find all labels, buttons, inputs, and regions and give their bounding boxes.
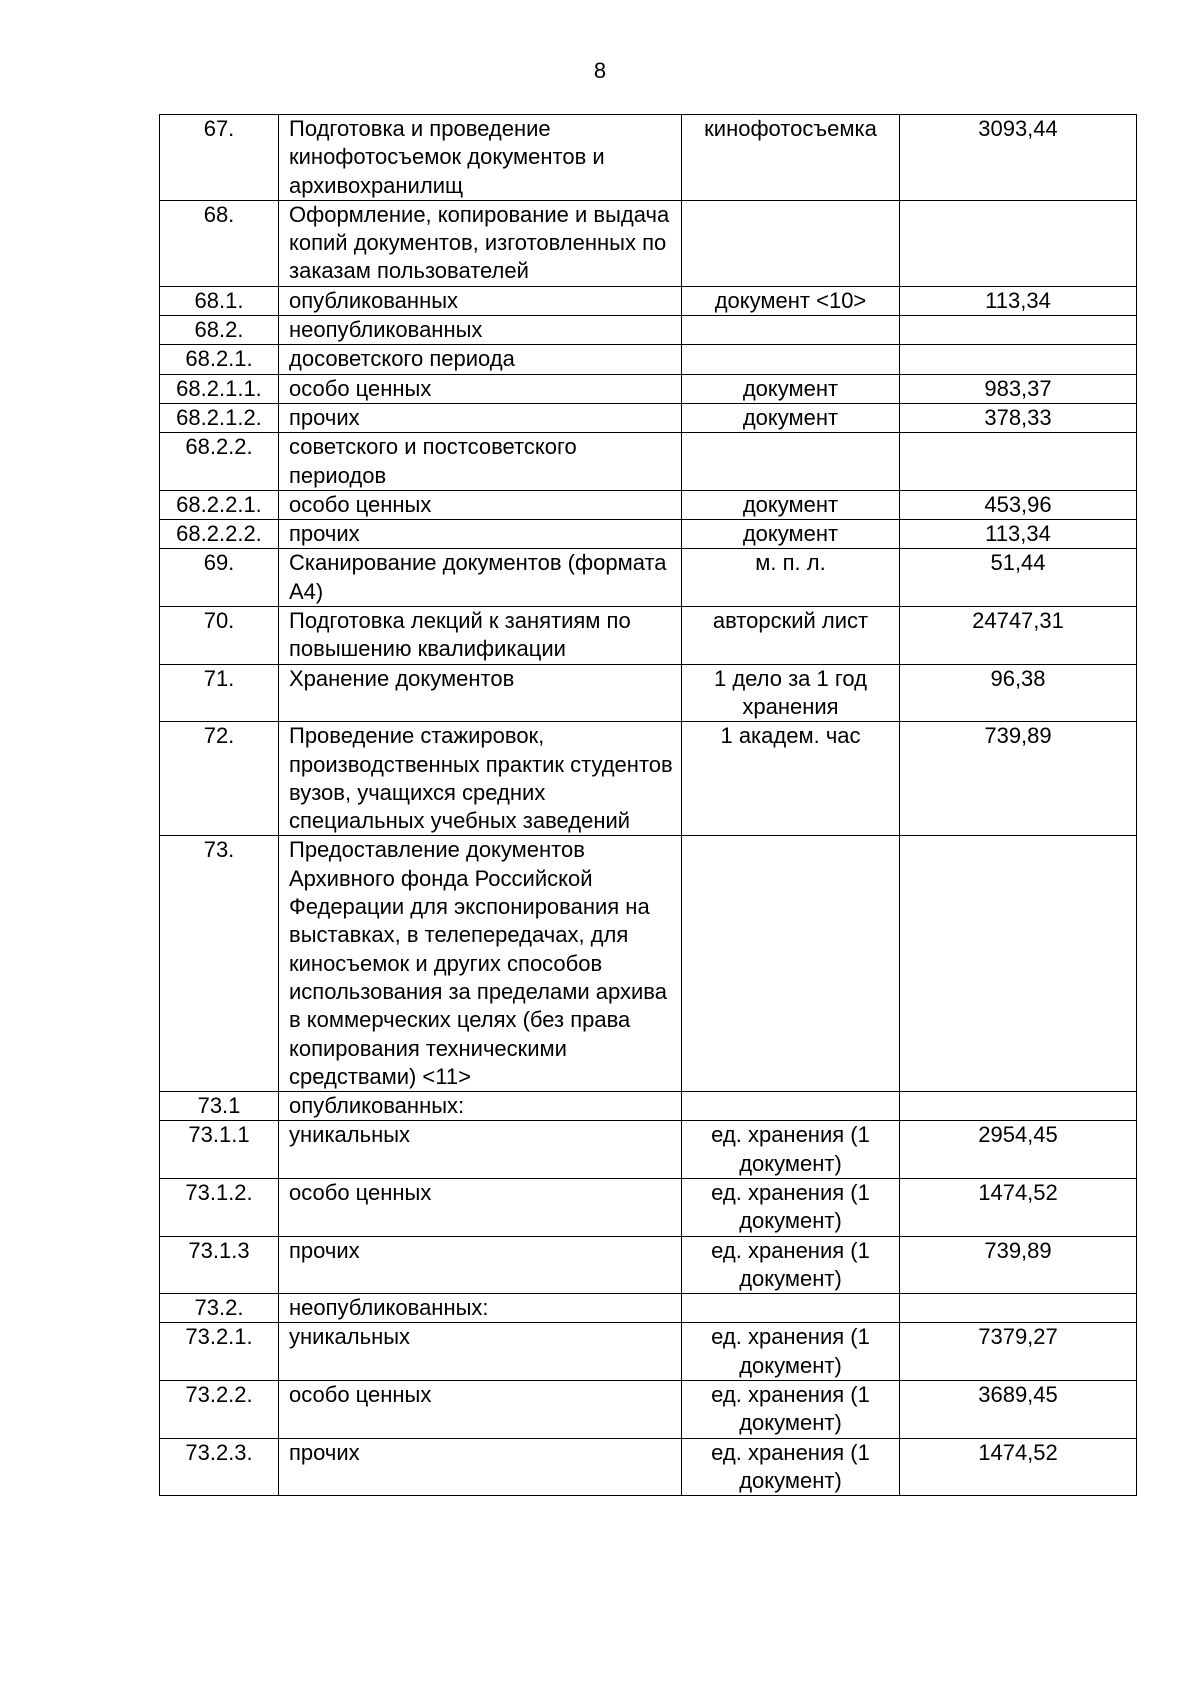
row-service-name: особо ценных [279,374,682,403]
row-unit [682,1294,900,1323]
row-service-name: прочих [279,1438,682,1496]
row-service-name: особо ценных [279,490,682,519]
row-number: 67. [160,115,279,201]
table-row [160,1121,1137,1179]
row-unit: 1 дело за 1 год хранения [682,664,900,722]
row-unit [682,316,900,345]
row-number: 68.2.2.2. [160,520,279,549]
row-price [900,1294,1137,1323]
row-unit: документ <10> [682,286,900,315]
row-price: 2954,45 [900,1121,1137,1179]
table-row [160,115,1137,201]
row-price: 983,37 [900,374,1137,403]
row-unit: ед. хранения (1 документ) [682,1121,900,1179]
table-row [160,1294,1137,1323]
row-service-name: особо ценных [279,1381,682,1439]
table-row [160,374,1137,403]
row-service-name: Подготовка и проведение кинофотосъемок документов и архивохранилищ [279,115,682,201]
row-number: 73.1.3 [160,1236,279,1294]
row-unit: документ [682,374,900,403]
row-price: 96,38 [900,664,1137,722]
row-number: 73.1.2. [160,1178,279,1236]
row-number: 73.1.1 [160,1121,279,1179]
row-service-name: досоветского периода [279,345,682,374]
table-row [160,345,1137,374]
row-number: 69. [160,549,279,607]
table-row [160,286,1137,315]
row-unit [682,836,900,1092]
row-unit [682,345,900,374]
row-service-name: неопубликованных [279,316,682,345]
row-number: 68.2. [160,316,279,345]
table-row [160,607,1137,665]
row-service-name: Предоставление документов Архивного фонда Российской Федерации для экспонирования на выставках, в телепередачах, для киносъемок и других способов использования за пределами архива в коммерческих целях (без права копирования техническими средствами) <11> [279,836,682,1092]
row-service-name: Проведение стажировок, производственных практик студентов вузов, учащихся средних специальных учебных заведений [279,722,682,836]
row-price [900,433,1137,491]
row-service-name: Подготовка лекций к занятиям по повышению квалификации [279,607,682,665]
row-service-name: прочих [279,403,682,432]
row-price: 3689,45 [900,1381,1137,1439]
row-price: 1474,52 [900,1178,1137,1236]
table-row [160,490,1137,519]
row-service-name: Оформление, копирование и выдача копий документов, изготовленных по заказам пользователей [279,200,682,286]
row-number: 68.2.1.1. [160,374,279,403]
table-row [160,1092,1137,1121]
price-table [159,114,1137,1496]
row-unit: ед. хранения (1 документ) [682,1323,900,1381]
row-unit: ед. хранения (1 документ) [682,1438,900,1496]
row-price: 739,89 [900,1236,1137,1294]
row-service-name: прочих [279,1236,682,1294]
table-row [160,403,1137,432]
row-price: 24747,31 [900,607,1137,665]
table-row [160,200,1137,286]
row-service-name: советского и постсоветского периодов [279,433,682,491]
table-row [160,836,1137,1092]
row-unit: 1 академ. час [682,722,900,836]
row-unit [682,433,900,491]
row-price [900,1092,1137,1121]
row-service-name: Хранение документов [279,664,682,722]
row-number: 73. [160,836,279,1092]
row-price: 51,44 [900,549,1137,607]
row-price: 113,34 [900,520,1137,549]
table-row [160,722,1137,836]
row-unit [682,200,900,286]
row-number: 72. [160,722,279,836]
row-unit: документ [682,403,900,432]
row-price: 453,96 [900,490,1137,519]
row-price: 113,34 [900,286,1137,315]
row-unit: ед. хранения (1 документ) [682,1236,900,1294]
row-price: 378,33 [900,403,1137,432]
row-price [900,200,1137,286]
table-row [160,549,1137,607]
row-number: 68.2.2.1. [160,490,279,519]
row-number: 71. [160,664,279,722]
row-service-name: Сканирование документов (формата А4) [279,549,682,607]
row-unit: ед. хранения (1 документ) [682,1178,900,1236]
row-number: 73.2.2. [160,1381,279,1439]
row-number: 70. [160,607,279,665]
table-row [160,1236,1137,1294]
row-number: 68.2.1.2. [160,403,279,432]
table-row [160,316,1137,345]
row-service-name: неопубликованных: [279,1294,682,1323]
row-unit: документ [682,520,900,549]
row-number: 73.2.3. [160,1438,279,1496]
row-price: 3093,44 [900,115,1137,201]
row-service-name: опубликованных [279,286,682,315]
page-number: 8 [593,58,607,83]
table-row [160,1381,1137,1439]
row-service-name: уникальных [279,1323,682,1381]
table-row [160,1178,1137,1236]
row-number: 68.1. [160,286,279,315]
row-number: 73.2.1. [160,1323,279,1381]
row-price [900,316,1137,345]
row-unit: авторский лист [682,607,900,665]
table-row [160,520,1137,549]
row-number: 68.2.2. [160,433,279,491]
row-number: 68. [160,200,279,286]
row-price: 739,89 [900,722,1137,836]
row-unit: кинофотосъемка [682,115,900,201]
row-price [900,345,1137,374]
row-unit [682,1092,900,1121]
row-price [900,836,1137,1092]
row-unit: ед. хранения (1 документ) [682,1381,900,1439]
row-service-name: особо ценных [279,1178,682,1236]
table-row [160,1438,1137,1496]
row-number: 73.1 [160,1092,279,1121]
table-row [160,433,1137,491]
table-row [160,664,1137,722]
row-number: 73.2. [160,1294,279,1323]
row-service-name: прочих [279,520,682,549]
row-service-name: опубликованных: [279,1092,682,1121]
row-price: 7379,27 [900,1323,1137,1381]
row-price: 1474,52 [900,1438,1137,1496]
row-unit: м. п. л. [682,549,900,607]
row-unit: документ [682,490,900,519]
table-row [160,1323,1137,1381]
row-number: 68.2.1. [160,345,279,374]
row-service-name: уникальных [279,1121,682,1179]
